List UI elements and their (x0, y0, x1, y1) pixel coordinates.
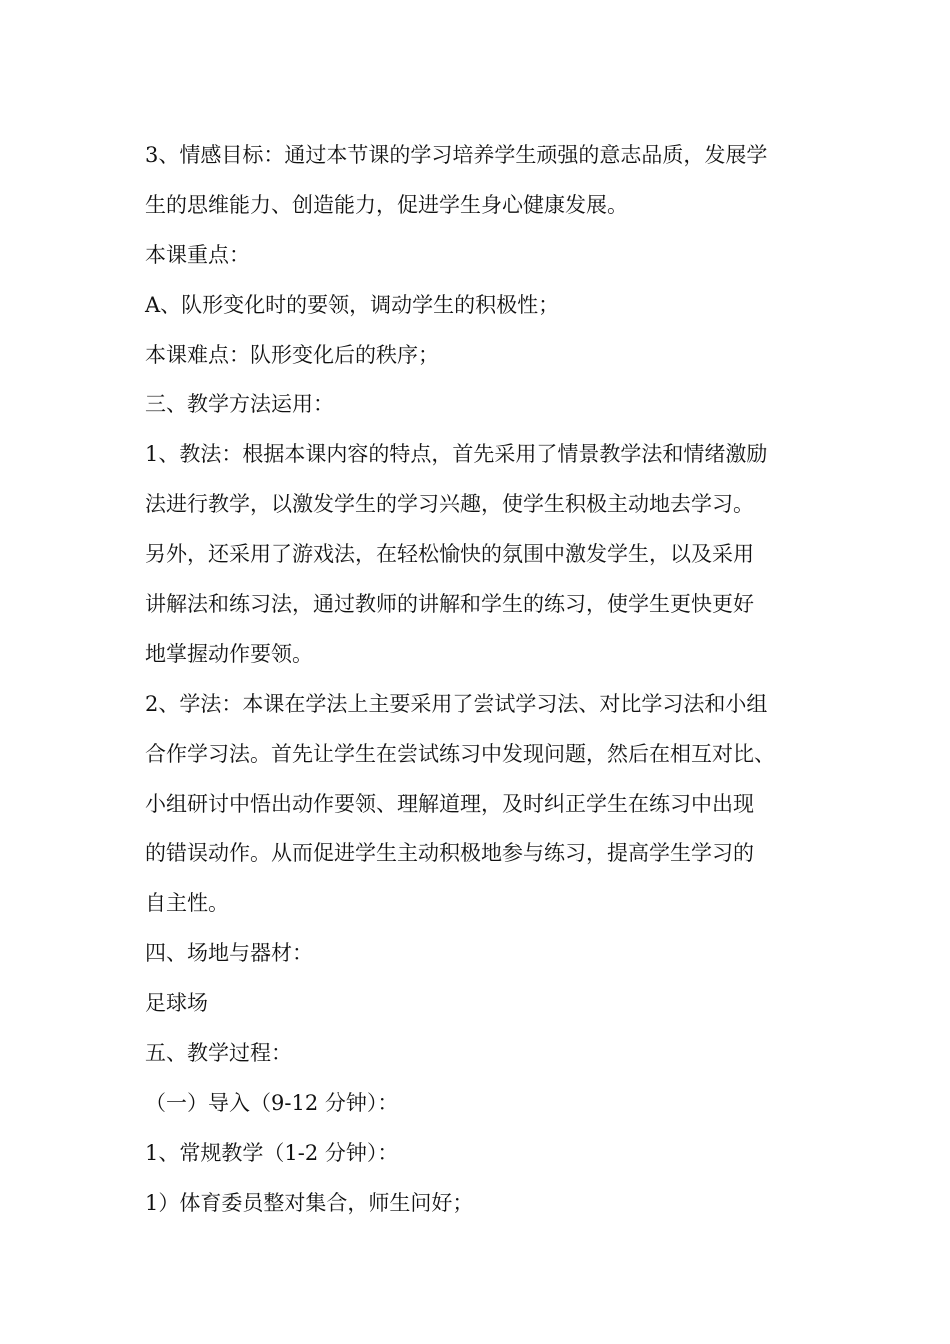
section-heading: 三、教学方法运用： (145, 392, 334, 417)
text-line: A、队形变化时的要领，调动学生的积极性； (145, 292, 560, 317)
text-line: 2、学法：本课在学法上主要采用了尝试学习法、对比学习法和小组 (145, 691, 768, 716)
text-line: 的错误动作。从而促进学生主动积极地参与练习，提高学生学习的 (145, 841, 754, 866)
text-line: 1、教法：根据本课内容的特点，首先采用了情景教学法和情绪激励 (145, 442, 768, 467)
document-body (145, 131, 815, 1229)
text-line: 合作学习法。首先让学生在尝试练习中发现问题，然后在相互对比、 (145, 741, 775, 766)
text-line: 自主性。 (145, 891, 229, 916)
subsection-heading: （一）导入（9-12 分钟）： (145, 1090, 399, 1115)
text-line: 本课难点：队形变化后的秩序； (145, 342, 439, 367)
section-heading: 四、场地与器材： (145, 941, 313, 966)
text-line: 法进行教学，以激发学生的学习兴趣，使学生积极主动地去学习。 (145, 492, 754, 517)
text-line: 生的思维能力、创造能力，促进学生身心健康发展。 (145, 192, 628, 217)
text-line: 讲解法和练习法，通过教师的讲解和学生的练习，使学生更快更好 (145, 592, 754, 617)
text-line: 足球场 (145, 991, 208, 1016)
section-heading: 五、教学过程： (145, 1041, 292, 1066)
text-line: 1、常规教学（1-2 分钟）： (145, 1140, 399, 1165)
section-heading: 本课重点： (145, 242, 250, 267)
text-line: 小组研讨中悟出动作要领、理解道理，及时纠正学生在练习中出现 (145, 791, 754, 816)
text-line: 地掌握动作要领。 (145, 641, 313, 666)
text-line: 3、情感目标：通过本节课的学习培养学生顽强的意志品质，发展学 (145, 143, 768, 167)
text-line: 另外，还采用了游戏法，在轻松愉快的氛围中激发学生，以及采用 (145, 542, 754, 567)
text-line: 1）体育委员整对集合，师生问好； (145, 1190, 474, 1215)
